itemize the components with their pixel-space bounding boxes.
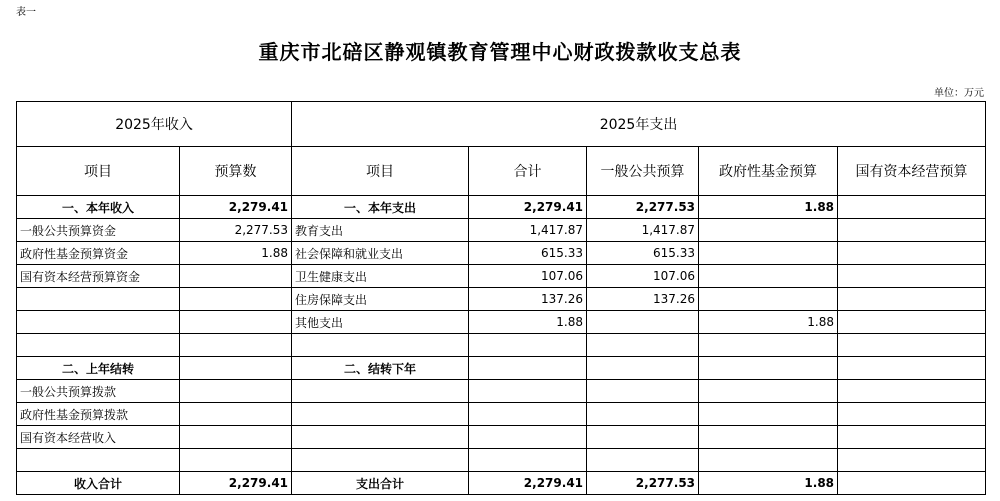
general-budget-cell	[587, 449, 699, 472]
state-capital-cell	[838, 426, 986, 449]
expense-item-cell	[292, 449, 469, 472]
gov-fund-cell	[699, 357, 838, 380]
table-row	[17, 357, 986, 380]
income-item-cell: 政府性基金预算拨款	[17, 403, 180, 426]
col-income-budget: 预算数	[180, 147, 292, 196]
expense-item-cell	[292, 426, 469, 449]
income-amount-cell	[180, 449, 292, 472]
unit-label: 单位：万元	[934, 88, 984, 99]
gov-fund-cell	[699, 242, 838, 265]
table-number: 表一	[16, 7, 36, 18]
general-budget-cell: 615.33	[587, 242, 699, 265]
state-capital-cell	[838, 219, 986, 242]
income-item-cell	[17, 288, 180, 311]
total-cell: 615.33	[469, 242, 587, 265]
expense-item-cell: 卫生健康支出	[292, 265, 469, 288]
col-general-budget: 一般公共预算	[587, 147, 699, 196]
state-capital-cell	[838, 380, 986, 403]
expense-item-cell	[292, 403, 469, 426]
state-capital-cell	[838, 265, 986, 288]
income-amount-cell: 2,279.41	[180, 196, 292, 219]
income-amount-cell	[180, 426, 292, 449]
col-gov-fund-budget: 政府性基金预算	[699, 147, 838, 196]
table-row	[17, 196, 986, 219]
income-amount-cell	[180, 265, 292, 288]
gov-fund-cell	[699, 265, 838, 288]
gov-fund-cell	[699, 449, 838, 472]
gov-fund-cell	[699, 380, 838, 403]
gov-fund-cell	[699, 426, 838, 449]
income-amount-cell	[180, 380, 292, 403]
income-group-header: 2025年收入	[17, 102, 292, 147]
total-cell: 2,279.41	[469, 196, 587, 219]
general-budget-cell: 2,277.53	[587, 196, 699, 219]
total-cell	[469, 426, 587, 449]
budget-table	[16, 101, 986, 495]
col-total: 合计	[469, 147, 587, 196]
gov-fund-cell	[699, 403, 838, 426]
total-cell: 137.26	[469, 288, 587, 311]
document-title: 重庆市北碚区静观镇教育管理中心财政拨款收支总表	[258, 40, 742, 64]
general-budget-cell	[587, 311, 699, 334]
table-row	[17, 472, 986, 495]
income-amount-cell	[180, 288, 292, 311]
general-budget-cell	[587, 334, 699, 357]
gov-fund-cell	[699, 334, 838, 357]
state-capital-cell	[838, 357, 986, 380]
general-budget-cell	[587, 403, 699, 426]
expense-item-cell	[292, 334, 469, 357]
expense-item-cell: 二、结转下年	[292, 357, 469, 380]
income-amount-cell: 2,277.53	[180, 219, 292, 242]
expense-item-cell: 住房保障支出	[292, 288, 469, 311]
table-row	[17, 426, 986, 449]
expense-item-cell: 一、本年支出	[292, 196, 469, 219]
total-cell	[469, 449, 587, 472]
expense-item-cell	[292, 380, 469, 403]
income-item-cell	[17, 334, 180, 357]
col-state-capital-budget: 国有资本经营预算	[838, 147, 986, 196]
total-cell: 2,279.41	[469, 472, 587, 495]
general-budget-cell: 107.06	[587, 265, 699, 288]
income-amount-cell	[180, 334, 292, 357]
general-budget-cell	[587, 357, 699, 380]
table-row	[17, 265, 986, 288]
total-cell: 1,417.87	[469, 219, 587, 242]
income-amount-cell: 2,279.41	[180, 472, 292, 495]
table-row	[17, 334, 986, 357]
general-budget-cell: 137.26	[587, 288, 699, 311]
gov-fund-cell	[699, 219, 838, 242]
table-row	[17, 449, 986, 472]
table-row	[17, 380, 986, 403]
income-item-cell	[17, 449, 180, 472]
income-item-cell: 政府性基金预算资金	[17, 242, 180, 265]
col-income-item: 项目	[17, 147, 180, 196]
income-item-cell	[17, 311, 180, 334]
income-item-cell: 国有资本经营预算资金	[17, 265, 180, 288]
income-item-cell: 一般公共预算拨款	[17, 380, 180, 403]
state-capital-cell	[838, 196, 986, 219]
income-item-cell: 收入合计	[17, 472, 180, 495]
total-cell	[469, 403, 587, 426]
expense-group-header: 2025年支出	[292, 102, 986, 147]
general-budget-cell	[587, 380, 699, 403]
state-capital-cell	[838, 403, 986, 426]
state-capital-cell	[838, 311, 986, 334]
income-amount-cell	[180, 403, 292, 426]
total-cell: 1.88	[469, 311, 587, 334]
total-cell	[469, 380, 587, 403]
gov-fund-cell: 1.88	[699, 311, 838, 334]
general-budget-cell: 2,277.53	[587, 472, 699, 495]
income-item-cell: 国有资本经营收入	[17, 426, 180, 449]
income-amount-cell: 1.88	[180, 242, 292, 265]
income-amount-cell	[180, 357, 292, 380]
expense-item-cell: 其他支出	[292, 311, 469, 334]
gov-fund-cell: 1.88	[699, 196, 838, 219]
general-budget-cell	[587, 426, 699, 449]
group-header-row	[17, 102, 986, 147]
expense-item-cell: 社会保障和就业支出	[292, 242, 469, 265]
income-item-cell: 一、本年收入	[17, 196, 180, 219]
income-item-cell: 二、上年结转	[17, 357, 180, 380]
column-header-row	[17, 147, 986, 196]
state-capital-cell	[838, 334, 986, 357]
total-cell	[469, 357, 587, 380]
table-row	[17, 311, 986, 334]
general-budget-cell: 1,417.87	[587, 219, 699, 242]
state-capital-cell	[838, 472, 986, 495]
table-row	[17, 288, 986, 311]
state-capital-cell	[838, 449, 986, 472]
gov-fund-cell	[699, 288, 838, 311]
col-expense-item: 项目	[292, 147, 469, 196]
total-cell	[469, 334, 587, 357]
expense-item-cell: 支出合计	[292, 472, 469, 495]
state-capital-cell	[838, 242, 986, 265]
income-item-cell: 一般公共预算资金	[17, 219, 180, 242]
table-row	[17, 242, 986, 265]
total-cell: 107.06	[469, 265, 587, 288]
table-row	[17, 219, 986, 242]
state-capital-cell	[838, 288, 986, 311]
table-row	[17, 403, 986, 426]
gov-fund-cell: 1.88	[699, 472, 838, 495]
income-amount-cell	[180, 311, 292, 334]
expense-item-cell: 教育支出	[292, 219, 469, 242]
